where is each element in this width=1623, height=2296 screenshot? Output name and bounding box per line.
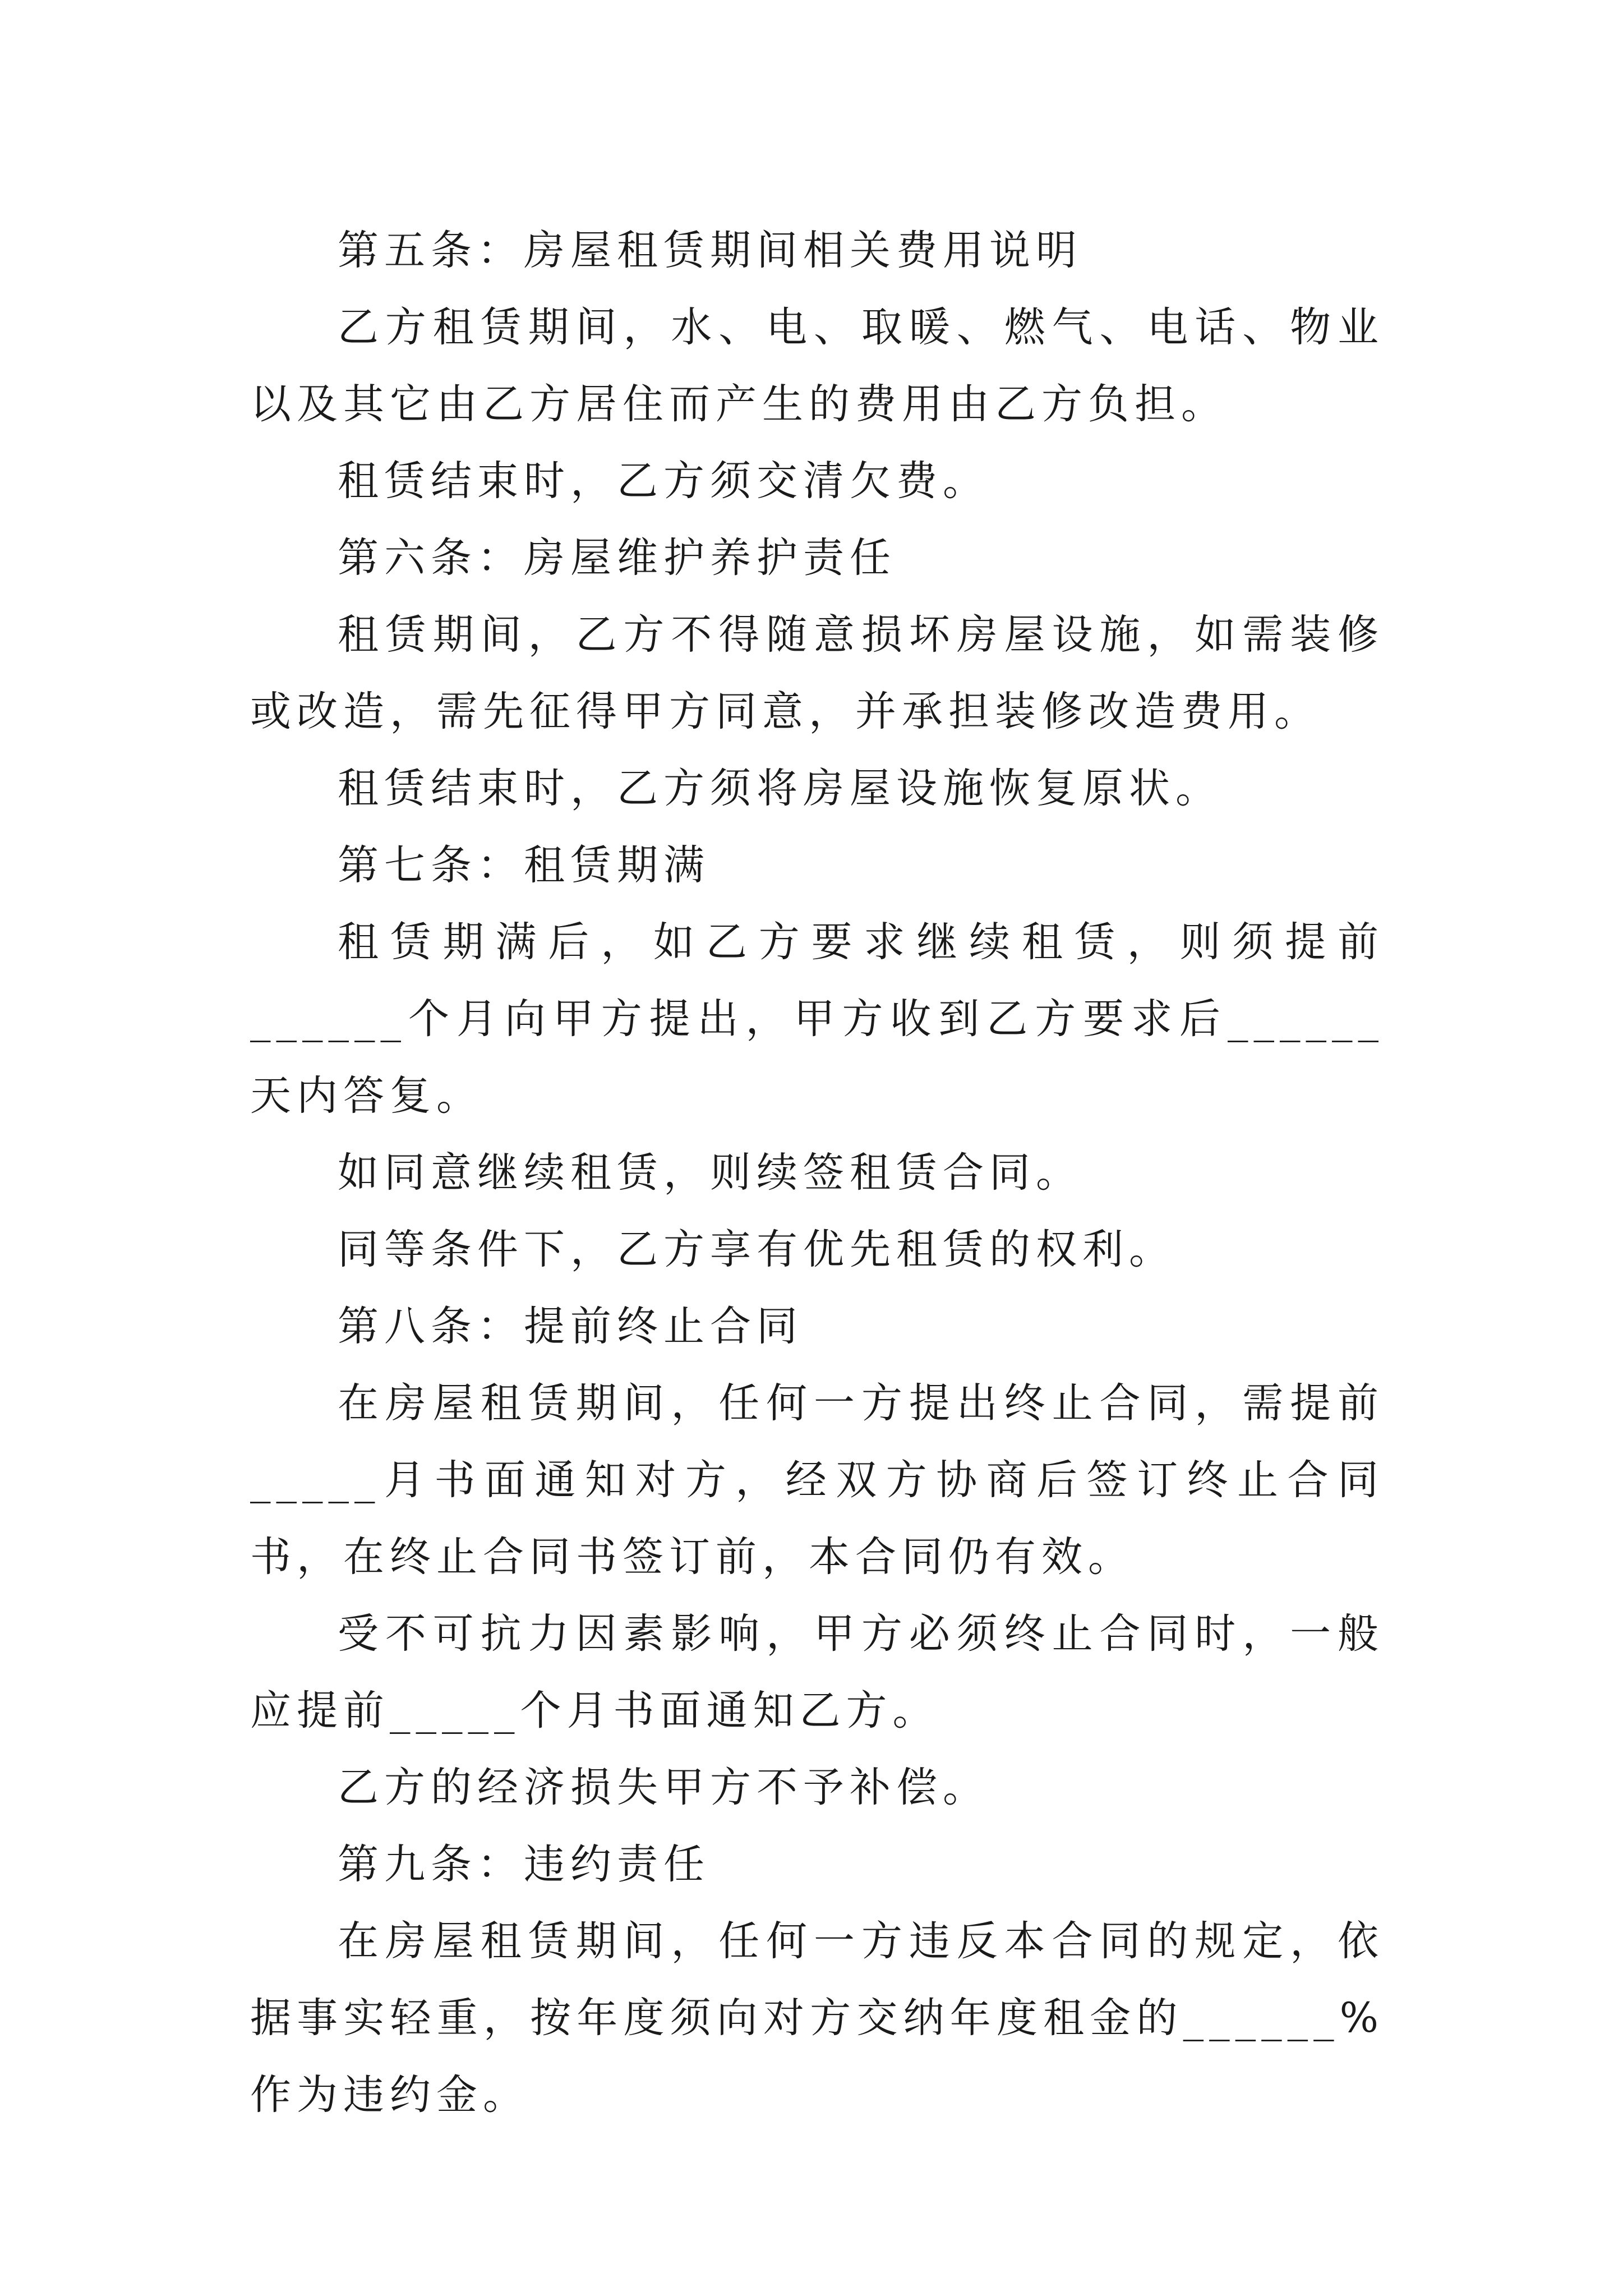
article-6-heading: 第六条：房屋维护养护责任 [338, 534, 896, 582]
article-8-paragraph-3: 乙方的经济损失甲方不予补偿。 [338, 1764, 989, 1811]
article-8-paragraph-2: 受不可抗力因素影响，甲方必须终止合同时，一般应提前_____个月书面通知乙方。 [250, 1610, 1384, 1734]
document-body [250, 212, 1384, 2133]
article-5-paragraph-1: 乙方租赁期间，水、电、取暖、燃气、电话、物业以及其它由乙方居住而产生的费用由乙方负担。 [250, 303, 1384, 428]
article-7-paragraph-2: 如同意继续租赁，则续签租赁合同。 [338, 1149, 1082, 1197]
article-7-paragraph-1: 租赁期满后，如乙方要求继续租赁，则须提前______个月向甲方提出，甲方收到乙方要求后______天内答复。 [250, 918, 1384, 1120]
article-8-paragraph-1: 在房屋租赁期间，任何一方提出终止合同，需提前_____月书面通知对方，经双方协商后签订终止合同书，在终止合同书签订前，本合同仍有效。 [250, 1379, 1384, 1581]
article-9-paragraph-1: 在房屋租赁期间，任何一方违反本合同的规定，依据事实轻重，按年度须向对方交纳年度租金的______%作为违约金。 [250, 1917, 1384, 2119]
article-6-paragraph-2: 租赁结束时，乙方须将房屋设施恢复原状。 [338, 765, 1222, 812]
article-9-heading: 第九条：违约责任 [338, 1841, 710, 1888]
article-5-heading: 第五条：房屋租赁期间相关费用说明 [338, 227, 1082, 274]
article-6-paragraph-1: 租赁期间，乙方不得随意损坏房屋设施，如需装修或改造，需先征得甲方同意，并承担装修改造费用。 [250, 611, 1384, 735]
article-8-heading: 第八条：提前终止合同 [338, 1303, 803, 1350]
article-5-paragraph-2: 租赁结束时，乙方须交清欠费。 [338, 457, 989, 505]
article-7-paragraph-3: 同等条件下，乙方享有优先租赁的权利。 [338, 1226, 1175, 1273]
article-7-heading: 第七条：租赁期满 [338, 841, 710, 889]
